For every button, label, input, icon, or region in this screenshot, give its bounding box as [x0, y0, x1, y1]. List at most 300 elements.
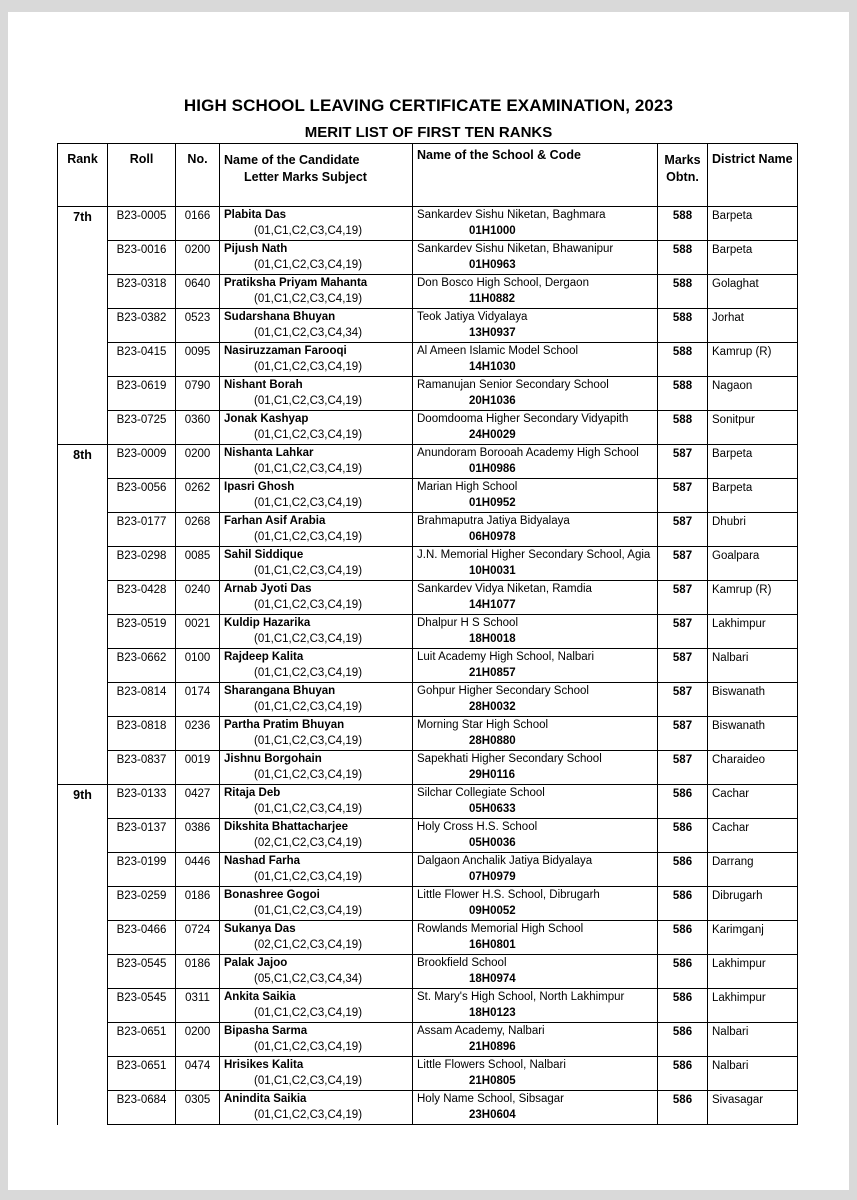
candidate-cell — [220, 581, 413, 615]
candidate-name: Nasiruzzaman Farooqi — [224, 345, 347, 357]
candidate-name: Plabita Das — [224, 209, 286, 221]
candidate-cell — [220, 343, 413, 377]
district-cell: Darrang — [708, 853, 798, 887]
roll-cell: B23-0199 — [108, 853, 176, 887]
candidate-name: Nishanta Lahkar — [224, 447, 314, 459]
school-name: Dhalpur H S School — [417, 617, 518, 629]
candidate-cell — [220, 1091, 413, 1125]
candidate-cell — [220, 547, 413, 581]
table-row — [58, 1057, 798, 1091]
number-cell: 0174 — [176, 683, 220, 717]
candidate-cell — [220, 887, 413, 921]
roll-cell: B23-0016 — [108, 241, 176, 275]
school-cell — [413, 343, 658, 377]
school-cell — [413, 989, 658, 1023]
roll-cell: B23-0684 — [108, 1091, 176, 1125]
school-name: Marian High School — [417, 481, 518, 493]
school-code: 14H1030 — [469, 361, 516, 373]
roll-cell: B23-0137 — [108, 819, 176, 853]
candidate-cell — [220, 615, 413, 649]
number-cell: 0019 — [176, 751, 220, 785]
candidate-name: Sukanya Das — [224, 923, 296, 935]
district-cell: Nalbari — [708, 1057, 798, 1091]
school-code: 01H0963 — [469, 259, 516, 271]
rank-cell: 7th — [58, 207, 108, 445]
school-cell — [413, 819, 658, 853]
candidate-name: Rajdeep Kalita — [224, 651, 304, 663]
roll-cell: B23-0818 — [108, 717, 176, 751]
school-name: Anundoram Borooah Academy High School — [417, 447, 639, 459]
header-candidate-line1: Name of the Candidate — [224, 153, 360, 167]
table-row — [58, 989, 798, 1023]
roll-cell: B23-0662 — [108, 649, 176, 683]
district-cell: Barpeta — [708, 445, 798, 479]
candidate-name: Ankita Saikia — [224, 991, 296, 1003]
candidate-cell — [220, 445, 413, 479]
table-row — [58, 275, 798, 309]
candidate-name: Dikshita Bhattacharjee — [224, 821, 348, 833]
candidate-cell — [220, 785, 413, 819]
district-cell: Kamrup (R) — [708, 343, 798, 377]
school-cell — [413, 887, 658, 921]
school-code: 21H0896 — [469, 1041, 516, 1053]
candidate-subjects: (01,C1,C2,C3,C4,19) — [254, 531, 363, 543]
candidate-cell — [220, 479, 413, 513]
district-cell: Barpeta — [708, 207, 798, 241]
candidate-subjects: (02,C1,C2,C3,C4,19) — [254, 939, 363, 951]
school-cell — [413, 615, 658, 649]
candidate-subjects: (02,C1,C2,C3,C4,19) — [254, 837, 363, 849]
candidate-cell — [220, 309, 413, 343]
table-row — [58, 887, 798, 921]
marks-cell: 587 — [658, 581, 708, 615]
table-row — [58, 717, 798, 751]
candidate-name: Kuldip Hazarika — [224, 617, 311, 629]
school-code: 05H0036 — [469, 837, 516, 849]
table-header-row — [58, 144, 798, 207]
district-cell: Karimganj — [708, 921, 798, 955]
school-code: 16H0801 — [469, 939, 516, 951]
number-cell: 0100 — [176, 649, 220, 683]
candidate-name: Jonak Kashyap — [224, 413, 309, 425]
header-district: District Name — [708, 144, 798, 207]
header-school: Name of the School & Code — [413, 144, 658, 207]
school-name: Sankardev Sishu Niketan, Baghmara — [417, 209, 606, 221]
candidate-subjects: (01,C1,C2,C3,C4,19) — [254, 701, 363, 713]
candidate-cell — [220, 955, 413, 989]
school-name: Luit Academy High School, Nalbari — [417, 651, 595, 663]
header-no: No. — [176, 144, 220, 207]
school-code: 24H0029 — [469, 429, 516, 441]
marks-cell: 587 — [658, 683, 708, 717]
table-row — [58, 1023, 798, 1057]
number-cell: 0386 — [176, 819, 220, 853]
candidate-subjects: (01,C1,C2,C3,C4,19) — [254, 871, 363, 883]
school-name: Gohpur Higher Secondary School — [417, 685, 589, 697]
roll-cell: B23-0382 — [108, 309, 176, 343]
school-code: 28H0032 — [469, 701, 516, 713]
school-cell — [413, 921, 658, 955]
document-page — [8, 12, 849, 1190]
document-subtitle: MERIT LIST OF FIRST TEN RANKS — [304, 124, 553, 141]
candidate-cell — [220, 241, 413, 275]
school-cell — [413, 1057, 658, 1091]
number-cell: 0085 — [176, 547, 220, 581]
table-row — [58, 207, 798, 241]
candidate-subjects: (01,C1,C2,C3,C4,19) — [254, 225, 363, 237]
roll-cell: B23-0619 — [108, 377, 176, 411]
roll-cell: B23-0318 — [108, 275, 176, 309]
number-cell: 0200 — [176, 241, 220, 275]
header-candidate — [220, 144, 413, 207]
number-cell: 0724 — [176, 921, 220, 955]
school-cell — [413, 717, 658, 751]
candidate-cell — [220, 275, 413, 309]
school-code: 06H0978 — [469, 531, 516, 543]
school-name: Brookfield School — [417, 957, 507, 969]
marks-cell: 586 — [658, 1091, 708, 1125]
district-cell: Cachar — [708, 785, 798, 819]
number-cell: 0268 — [176, 513, 220, 547]
school-cell — [413, 1023, 658, 1057]
district-cell: Barpeta — [708, 479, 798, 513]
candidate-name: Ipasri Ghosh — [224, 481, 295, 493]
school-cell — [413, 207, 658, 241]
marks-cell: 587 — [658, 717, 708, 751]
number-cell: 0640 — [176, 275, 220, 309]
candidate-subjects: (01,C1,C2,C3,C4,19) — [254, 497, 363, 509]
table-row — [58, 819, 798, 853]
candidate-subjects: (01,C1,C2,C3,C4,19) — [254, 667, 363, 679]
district-cell: Sonitpur — [708, 411, 798, 445]
candidate-subjects: (01,C1,C2,C3,C4,19) — [254, 1041, 363, 1053]
roll-cell: B23-0837 — [108, 751, 176, 785]
candidate-subjects: (01,C1,C2,C3,C4,19) — [254, 565, 363, 577]
marks-cell: 586 — [658, 887, 708, 921]
district-cell: Kamrup (R) — [708, 581, 798, 615]
marks-cell: 588 — [658, 343, 708, 377]
school-code: 10H0031 — [469, 565, 516, 577]
school-cell — [413, 683, 658, 717]
school-cell — [413, 853, 658, 887]
candidate-name: Arnab Jyoti Das — [224, 583, 312, 595]
school-code: 05H0633 — [469, 803, 516, 815]
candidate-subjects: (01,C1,C2,C3,C4,19) — [254, 1075, 363, 1087]
number-cell: 0311 — [176, 989, 220, 1023]
district-cell: Jorhat — [708, 309, 798, 343]
rank-cell: 8th — [58, 445, 108, 785]
school-name: Little Flowers School, Nalbari — [417, 1059, 566, 1071]
number-cell: 0200 — [176, 445, 220, 479]
table-row — [58, 343, 798, 377]
candidate-name: Nishant Borah — [224, 379, 303, 391]
school-code: 23H0604 — [469, 1109, 516, 1121]
school-code: 28H0880 — [469, 735, 516, 747]
school-name: Assam Academy, Nalbari — [417, 1025, 545, 1037]
district-cell: Dhubri — [708, 513, 798, 547]
school-cell — [413, 785, 658, 819]
candidate-cell — [220, 989, 413, 1023]
school-code: 29H0116 — [469, 769, 516, 781]
school-name: Sapekhati Higher Secondary School — [417, 753, 602, 765]
roll-cell: B23-0814 — [108, 683, 176, 717]
rank-cell: 9th — [58, 785, 108, 1125]
school-code: 21H0857 — [469, 667, 516, 679]
marks-cell: 587 — [658, 649, 708, 683]
table-row — [58, 649, 798, 683]
roll-cell: B23-0298 — [108, 547, 176, 581]
school-code: 09H0052 — [469, 905, 516, 917]
school-code: 21H0805 — [469, 1075, 516, 1087]
candidate-cell — [220, 513, 413, 547]
candidate-subjects: (01,C1,C2,C3,C4,19) — [254, 463, 363, 475]
district-cell: Cachar — [708, 819, 798, 853]
school-code: 18H0018 — [469, 633, 516, 645]
roll-cell: B23-0651 — [108, 1057, 176, 1091]
candidate-name: Nashad Farha — [224, 855, 301, 867]
marks-cell: 586 — [658, 853, 708, 887]
header-candidate-line2: Letter Marks Subject — [244, 170, 367, 184]
candidate-name: Sudarshana Bhuyan — [224, 311, 336, 323]
school-name: Silchar Collegiate School — [417, 787, 545, 799]
marks-cell: 588 — [658, 377, 708, 411]
marks-cell: 587 — [658, 547, 708, 581]
marks-cell: 586 — [658, 989, 708, 1023]
number-cell: 0095 — [176, 343, 220, 377]
candidate-subjects: (01,C1,C2,C3,C4,19) — [254, 293, 363, 305]
district-cell: Lakhimpur — [708, 615, 798, 649]
number-cell: 0790 — [176, 377, 220, 411]
candidate-subjects: (01,C1,C2,C3,C4,19) — [254, 1109, 363, 1121]
marks-cell: 588 — [658, 241, 708, 275]
table-row — [58, 955, 798, 989]
table-row — [58, 751, 798, 785]
school-name: Morning Star High School — [417, 719, 549, 731]
candidate-subjects: (01,C1,C2,C3,C4,19) — [254, 361, 363, 373]
roll-cell: B23-0005 — [108, 207, 176, 241]
candidate-subjects: (01,C1,C2,C3,C4,34) — [254, 327, 363, 339]
table-row — [58, 615, 798, 649]
school-name: Holy Cross H.S. School — [417, 821, 538, 833]
table-row — [58, 683, 798, 717]
candidate-name: Hrisikes Kalita — [224, 1059, 304, 1071]
candidate-cell — [220, 1057, 413, 1091]
candidate-cell — [220, 649, 413, 683]
marks-cell: 586 — [658, 1023, 708, 1057]
header-rank: Rank — [58, 144, 108, 207]
roll-cell: B23-0466 — [108, 921, 176, 955]
candidate-cell — [220, 207, 413, 241]
table-row — [58, 241, 798, 275]
roll-cell: B23-0545 — [108, 989, 176, 1023]
school-name: Sankardev Vidya Niketan, Ramdia — [417, 583, 592, 595]
school-cell — [413, 445, 658, 479]
roll-cell: B23-0415 — [108, 343, 176, 377]
table-row — [58, 445, 798, 479]
header-marks-line1: Marks — [664, 153, 701, 167]
header-roll: Roll — [108, 144, 176, 207]
candidate-name: Bonashree Gogoi — [224, 889, 320, 901]
district-cell: Dibrugarh — [708, 887, 798, 921]
roll-cell: B23-0651 — [108, 1023, 176, 1057]
table-body — [58, 207, 798, 1125]
table-row — [58, 411, 798, 445]
candidate-subjects: (01,C1,C2,C3,C4,19) — [254, 803, 363, 815]
candidate-subjects: (01,C1,C2,C3,C4,19) — [254, 633, 363, 645]
school-cell — [413, 1091, 658, 1125]
header-marks — [658, 144, 708, 207]
school-code: 11H0882 — [469, 293, 516, 305]
school-code: 13H0937 — [469, 327, 516, 339]
school-name: Ramanujan Senior Secondary School — [417, 379, 609, 391]
number-cell: 0186 — [176, 955, 220, 989]
school-code: 18H0123 — [469, 1007, 516, 1019]
marks-cell: 588 — [658, 411, 708, 445]
school-name: Dalgaon Anchalik Jatiya Bidyalaya — [417, 855, 593, 867]
number-cell: 0186 — [176, 887, 220, 921]
district-cell: Goalpara — [708, 547, 798, 581]
candidate-name: Pijush Nath — [224, 243, 288, 255]
district-cell: Nalbari — [708, 649, 798, 683]
candidate-subjects: (01,C1,C2,C3,C4,19) — [254, 905, 363, 917]
number-cell: 0474 — [176, 1057, 220, 1091]
school-code: 18H0974 — [469, 973, 516, 985]
candidate-name: Partha Pratim Bhuyan — [224, 719, 345, 731]
marks-cell: 587 — [658, 751, 708, 785]
marks-cell: 586 — [658, 785, 708, 819]
table-row — [58, 547, 798, 581]
candidate-cell — [220, 921, 413, 955]
roll-cell: B23-0259 — [108, 887, 176, 921]
number-cell: 0166 — [176, 207, 220, 241]
school-cell — [413, 479, 658, 513]
candidate-cell — [220, 377, 413, 411]
candidate-name: Anindita Saikia — [224, 1093, 307, 1105]
candidate-name: Jishnu Borgohain — [224, 753, 322, 765]
marks-cell: 586 — [658, 819, 708, 853]
school-name: Rowlands Memorial High School — [417, 923, 584, 935]
school-name: Little Flower H.S. School, Dibrugarh — [417, 889, 600, 901]
number-cell: 0021 — [176, 615, 220, 649]
school-code: 14H1077 — [469, 599, 516, 611]
marks-cell: 586 — [658, 1057, 708, 1091]
district-cell: Golaghat — [708, 275, 798, 309]
roll-cell: B23-0056 — [108, 479, 176, 513]
candidate-subjects: (01,C1,C2,C3,C4,19) — [254, 735, 363, 747]
district-cell: Nalbari — [708, 1023, 798, 1057]
table-row — [58, 1091, 798, 1125]
table-row — [58, 853, 798, 887]
school-cell — [413, 751, 658, 785]
marks-cell: 588 — [658, 207, 708, 241]
school-code: 01H1000 — [469, 225, 516, 237]
school-cell — [413, 275, 658, 309]
school-name: Al Ameen Islamic Model School — [417, 345, 579, 357]
school-cell — [413, 955, 658, 989]
candidate-cell — [220, 717, 413, 751]
candidate-name: Sahil Siddique — [224, 549, 304, 561]
table-row — [58, 479, 798, 513]
school-cell — [413, 513, 658, 547]
roll-cell: B23-0545 — [108, 955, 176, 989]
school-cell — [413, 377, 658, 411]
district-cell: Lakhimpur — [708, 989, 798, 1023]
school-name: Holy Name School, Sibsagar — [417, 1093, 565, 1105]
roll-cell: B23-0428 — [108, 581, 176, 615]
candidate-subjects: (01,C1,C2,C3,C4,19) — [254, 1007, 363, 1019]
school-name: Sankardev Sishu Niketan, Bhawanipur — [417, 243, 614, 255]
roll-cell: B23-0519 — [108, 615, 176, 649]
school-cell — [413, 649, 658, 683]
school-code: 07H0979 — [469, 871, 516, 883]
district-cell: Barpeta — [708, 241, 798, 275]
roll-cell: B23-0177 — [108, 513, 176, 547]
candidate-name: Bipasha Sarma — [224, 1025, 308, 1037]
number-cell: 0446 — [176, 853, 220, 887]
school-cell — [413, 581, 658, 615]
district-cell: Sivasagar — [708, 1091, 798, 1125]
table-row — [58, 581, 798, 615]
school-name: Don Bosco High School, Dergaon — [417, 277, 589, 289]
candidate-cell — [220, 751, 413, 785]
table-row — [58, 513, 798, 547]
school-code: 01H0986 — [469, 463, 516, 475]
candidate-subjects: (01,C1,C2,C3,C4,19) — [254, 769, 363, 781]
district-cell: Nagaon — [708, 377, 798, 411]
candidate-subjects: (05,C1,C2,C3,C4,34) — [254, 973, 363, 985]
candidate-name: Sharangana Bhuyan — [224, 685, 336, 697]
candidate-name: Pratiksha Priyam Mahanta — [224, 277, 368, 289]
marks-cell: 586 — [658, 921, 708, 955]
merit-list-table — [57, 143, 798, 1125]
school-cell — [413, 547, 658, 581]
number-cell: 0523 — [176, 309, 220, 343]
roll-cell: B23-0725 — [108, 411, 176, 445]
number-cell: 0240 — [176, 581, 220, 615]
school-cell — [413, 241, 658, 275]
marks-cell: 588 — [658, 309, 708, 343]
school-name: J.N. Memorial Higher Secondary School, Agia — [417, 549, 651, 561]
number-cell: 0200 — [176, 1023, 220, 1057]
marks-cell: 587 — [658, 479, 708, 513]
district-cell: Lakhimpur — [708, 955, 798, 989]
number-cell: 0262 — [176, 479, 220, 513]
candidate-name: Farhan Asif Arabia — [224, 515, 326, 527]
candidate-subjects: (01,C1,C2,C3,C4,19) — [254, 429, 363, 441]
table-row — [58, 377, 798, 411]
candidate-cell — [220, 411, 413, 445]
number-cell: 0360 — [176, 411, 220, 445]
document-title: HIGH SCHOOL LEAVING CERTIFICATE EXAMINATION, 2023 — [183, 96, 674, 115]
number-cell: 0427 — [176, 785, 220, 819]
candidate-cell — [220, 683, 413, 717]
roll-cell: B23-0133 — [108, 785, 176, 819]
candidate-cell — [220, 853, 413, 887]
marks-cell: 587 — [658, 445, 708, 479]
school-name: St. Mary's High School, North Lakhimpur — [417, 991, 625, 1003]
header-marks-line2: Obtn. — [666, 170, 699, 184]
candidate-subjects: (01,C1,C2,C3,C4,19) — [254, 599, 363, 611]
candidate-name: Palak Jajoo — [224, 957, 288, 969]
candidate-subjects: (01,C1,C2,C3,C4,19) — [254, 395, 363, 407]
candidate-cell — [220, 819, 413, 853]
marks-cell: 588 — [658, 275, 708, 309]
table-row — [58, 921, 798, 955]
marks-cell: 586 — [658, 955, 708, 989]
number-cell: 0236 — [176, 717, 220, 751]
district-cell: Biswanath — [708, 683, 798, 717]
district-cell: Biswanath — [708, 717, 798, 751]
